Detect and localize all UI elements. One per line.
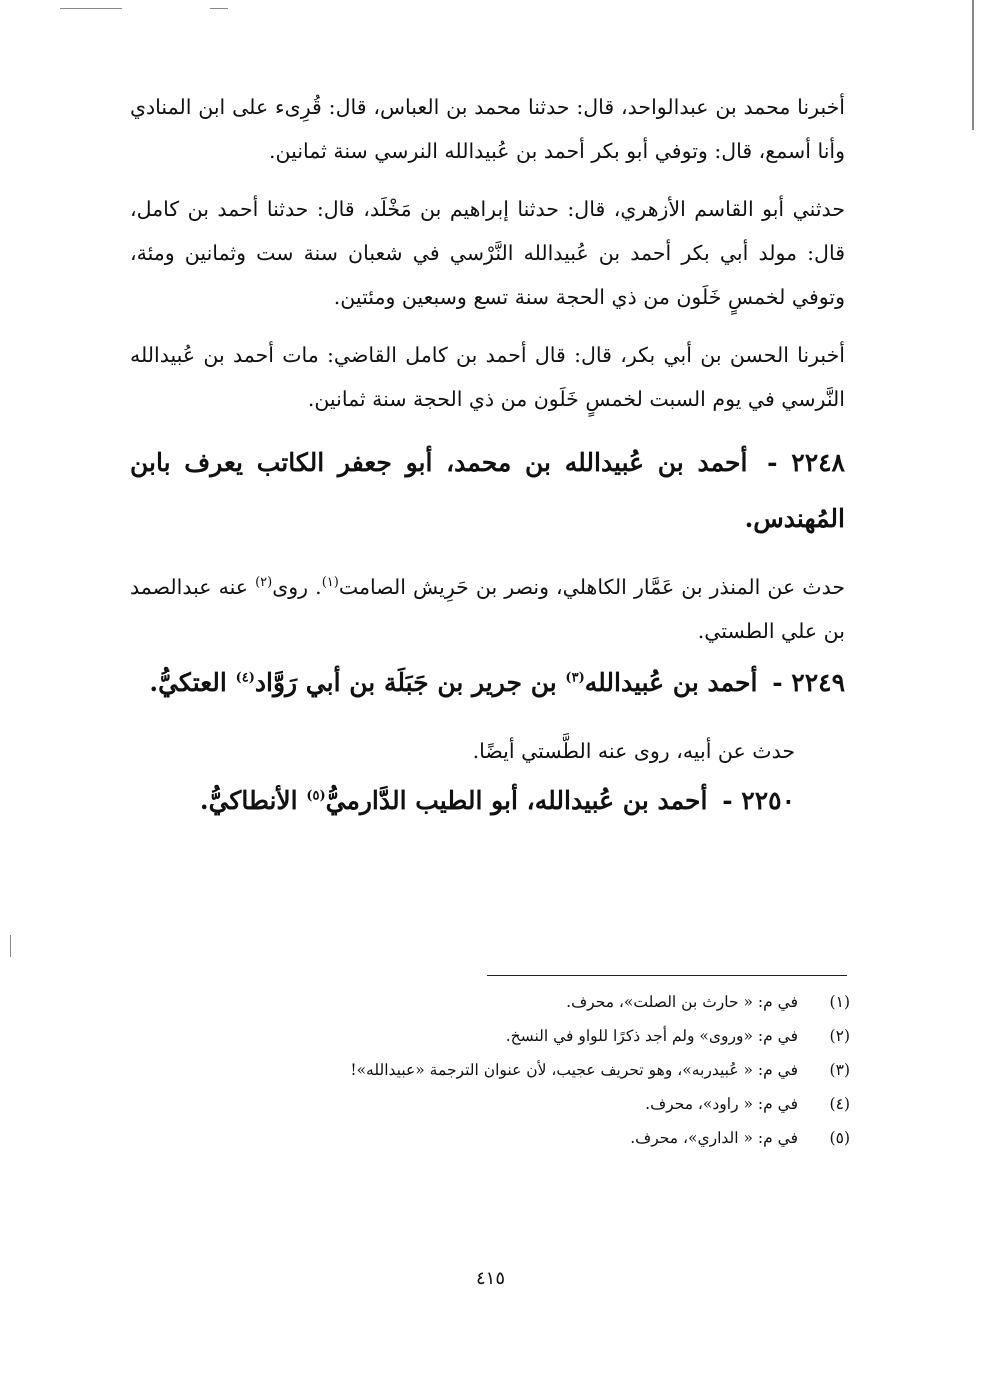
scan-mark-left bbox=[10, 935, 11, 957]
footnote-text: في م: « الداري»، محرف. bbox=[630, 1129, 798, 1147]
footnote-ref-5: (٥) bbox=[306, 788, 326, 804]
scan-mark-top bbox=[60, 8, 122, 9]
footnote-text: في م: « راود»، محرف. bbox=[645, 1095, 798, 1113]
entry-heading-2249 bbox=[130, 655, 845, 711]
entry-body-2248 bbox=[130, 565, 845, 653]
footnote-ref-3: (٣) bbox=[565, 670, 585, 686]
scan-mark-top-2 bbox=[210, 8, 228, 9]
footnote bbox=[200, 985, 850, 1019]
footnote-number: (٥) bbox=[829, 1129, 850, 1147]
paragraph-2: حدثني أبو القاسم الأزهري، قال: حدثنا إبراهيم بن مَخْلَد، قال: حدثنا أحمد بن كامل، قال: مولد أبي بكر أحمد بن عُبيدالله النَّرْسي في شعبان سنة ست وثمانين ومئة، وتوفي لخمسٍ خَلَون من ذي الحجة سنة تسع وسبعين ومئتين. bbox=[130, 197, 845, 309]
footnote-number: (١) bbox=[829, 993, 850, 1011]
paragraph-3: أخبرنا الحسن بن أبي بكر، قال: قال أحمد بن كامل القاضي: مات أحمد بن عُبيدالله النَّرسي في يوم السبت لخمسٍ خَلَون من ذي الحجة سنة ثمانين. bbox=[130, 343, 845, 411]
paragraph-1: أخبرنا محمد بن عبدالواحد، قال: حدثنا محمد بن العباس، قال: قُرِىء على ابن المنادي وأنا أسمع، قال: وتوفي أبو بكر أحمد بن عُبيدالله النرسي سنة ثمانين. bbox=[130, 95, 845, 163]
footnote-number: (٤) bbox=[829, 1095, 850, 1113]
footnotes bbox=[200, 985, 850, 1155]
footnote bbox=[200, 1087, 850, 1121]
entry-body-text: . روى bbox=[272, 575, 322, 599]
footnote-text: في م: «وروى» ولم أجد ذكرًا للواو في النسخ. bbox=[505, 1027, 798, 1045]
footnote-divider bbox=[487, 975, 847, 976]
page-number: ٤١٥ bbox=[475, 1268, 505, 1289]
footnote-number: (٢) bbox=[829, 1027, 850, 1045]
entry-body-2249: حدث عن أبيه، روى عنه الطَّستي أيضًا. bbox=[472, 739, 795, 763]
entry-title: العتكيُّ. bbox=[149, 668, 236, 697]
page-body bbox=[130, 85, 845, 847]
entry-body-text: عنه عبدالصمد بن علي الطستي. bbox=[130, 575, 845, 643]
footnote-text: في م: « عُبيدربه»، وهو تحريف عجيب، لأن عنوان الترجمة «عبيدالله»! bbox=[350, 1061, 798, 1079]
entry-number: ٢٢٥٠ - bbox=[722, 786, 795, 815]
entry-title: الأنطاكيُّ. bbox=[199, 786, 307, 815]
entry-title: أحمد بن عُبيدالله bbox=[584, 668, 758, 697]
entry-number: ٢٢٤٩ - bbox=[772, 668, 845, 697]
entry-title: أحمد بن عُبيدالله بن محمد، أبو جعفر الكاتب يعرف بابن المُهندس. bbox=[130, 448, 845, 533]
footnote bbox=[200, 1121, 850, 1155]
footnote-ref-1: (١) bbox=[321, 575, 339, 591]
footnote-text: في م: « حارث بن الصلت»، محرف. bbox=[566, 993, 798, 1011]
footnote-number: (٣) bbox=[829, 1061, 850, 1079]
footnote bbox=[200, 1053, 850, 1087]
entry-title: أحمد بن عُبيدالله، أبو الطيب الدَّارميُّ bbox=[325, 786, 708, 815]
scan-mark-right bbox=[972, 0, 974, 130]
entry-number: ٢٢٤٨ - bbox=[767, 448, 845, 477]
entry-heading-2250 bbox=[130, 773, 845, 829]
footnote bbox=[200, 1019, 850, 1053]
entry-heading-2248 bbox=[130, 435, 845, 547]
entry-body-text: حدث عن المنذر بن عَمَّار الكاهلي، ونصر بن حَرِيش الصامت bbox=[338, 575, 846, 599]
footnote-ref-4: (٤) bbox=[235, 670, 255, 686]
entry-title: بن جرير بن جَبَلَة بن أبي رَوَّاد bbox=[254, 668, 566, 697]
footnote-ref-2: (٢) bbox=[255, 575, 273, 591]
